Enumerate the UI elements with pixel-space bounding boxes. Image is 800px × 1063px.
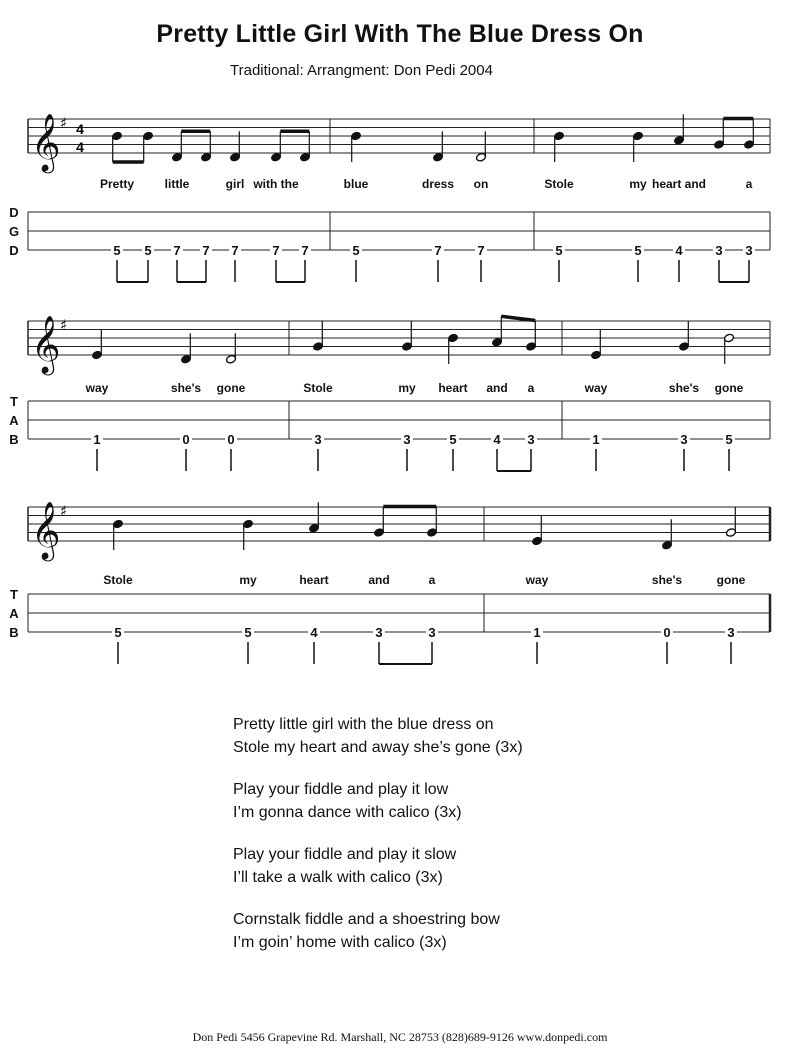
tab-fret-number: 5 [144,243,152,258]
verse-line: Stole my heart and away she’s gone (3x) [233,739,523,756]
treble-clef-icon: 𝄞 [31,315,61,373]
tab-fret-number: 4 [675,243,683,258]
lyric-syllable: Pretty [99,177,135,191]
tab-fret-number: 4 [493,432,501,447]
verse-line: Play your fiddle and play it low [233,781,449,798]
tab-fret-number: 3 [715,243,723,258]
tab-fret-number: 3 [428,625,436,640]
tab-fret-number: 3 [527,432,535,447]
lyric-syllable: little [164,177,190,191]
tab-fret-number: 5 [352,243,360,258]
tab-string-label: B [9,432,19,447]
note-beam [501,316,535,320]
lyric-syllable: gone [216,381,246,395]
verse [233,843,523,889]
lyric-syllable: on [473,177,489,191]
treble-clef-icon: 𝄞 [31,501,61,559]
lyric-syllable: with the [253,177,299,191]
lyric-syllable: a [745,177,753,191]
tab-string-label: A [9,606,19,621]
verse [233,908,523,954]
treble-clef-icon: 𝄞 [31,113,61,171]
tab-fret-number: 7 [477,243,485,258]
tab-fret-number: 4 [310,625,318,640]
tab-string-label: D [9,205,19,220]
lyric-syllable: way [584,381,608,395]
tab-string-label: A [9,413,19,428]
verse [233,713,523,759]
lyric-syllable: way [525,573,549,587]
tab-fret-number: 3 [375,625,383,640]
key-signature-sharp-icon: ♯ [60,502,68,520]
verse-line: I’ll take a walk with calico (3x) [233,869,443,886]
song-title: Pretty Little Girl With The Blue Dress On [156,20,644,48]
tab-fret-number: 1 [533,625,541,640]
lyric-syllable: gone [714,381,744,395]
lyric-syllable: gone [716,573,746,587]
lyric-syllable: dress [421,177,455,191]
lyric-syllable: Stole [544,177,574,191]
lyric-syllable: girl [225,177,245,191]
tab-fret-number: 7 [231,243,239,258]
tab-string-label: D [9,243,19,258]
time-signature-top: 4 [76,121,84,137]
tab-fret-number: 5 [113,243,121,258]
tab-fret-number: 3 [745,243,753,258]
tab-fret-number: 5 [555,243,563,258]
tab-fret-number: 3 [680,432,688,447]
tab-fret-number: 1 [93,432,101,447]
time-signature-bottom: 4 [76,139,84,155]
footer-contact: Don Pedi 5456 Grapevine Rd. Marshall, NC 28753 (828)689-9126 www.donpedi.com [192,1030,608,1044]
lyric-syllable: Stole [103,573,133,587]
tab-string-label: T [10,587,18,602]
tab-string-label: B [9,625,19,640]
tab-fret-number: 5 [634,243,642,258]
lyric-syllable: blue [343,177,369,191]
verse-line: I’m goin’ home with calico (3x) [233,934,447,951]
lyric-syllable: my [398,381,416,395]
lyric-syllable: a [527,381,535,395]
lyrics-verses [233,713,523,973]
lyric-syllable: and [368,573,390,587]
tab-fret-number: 0 [227,432,235,447]
tab-fret-number: 7 [202,243,210,258]
tab-fret-number: 7 [272,243,280,258]
verse-line: I’m gonna dance with calico (3x) [233,804,462,821]
tab-fret-number: 0 [182,432,190,447]
tab-fret-number: 0 [663,625,671,640]
tab-string-label: G [8,224,20,239]
tab-fret-number: 3 [314,432,322,447]
verse-line: Play your fiddle and play it slow [233,846,457,863]
tab-fret-number: 5 [449,432,457,447]
song-credits: Traditional: Arrangment: Don Pedi 2004 [230,62,493,79]
tab-fret-number: 5 [114,625,122,640]
lyric-syllable: she's [651,573,683,587]
lyric-syllable: Stole [303,381,333,395]
key-signature-sharp-icon: ♯ [60,316,68,334]
lyric-syllable: and [486,381,508,395]
tab-fret-number: 3 [403,432,411,447]
tab-fret-number: 7 [301,243,309,258]
key-signature-sharp-icon: ♯ [60,114,68,132]
tab-fret-number: 5 [244,625,252,640]
lyric-syllable: she's [668,381,700,395]
tab-fret-number: 1 [592,432,600,447]
lyric-syllable: my [629,177,647,191]
lyric-syllable: heart and [651,177,707,191]
lyric-syllable: she's [170,381,202,395]
tab-fret-number: 7 [434,243,442,258]
lyric-syllable: a [428,573,436,587]
tab-fret-number: 7 [173,243,181,258]
tab-fret-number: 5 [725,432,733,447]
lyric-syllable: heart [299,573,329,587]
verse [233,778,523,824]
tab-string-label: T [10,394,18,409]
lyric-syllable: way [85,381,109,395]
lyric-syllable: heart [438,381,468,395]
verse-line: Cornstalk fiddle and a shoestring bow [233,911,500,928]
tab-fret-number: 3 [727,625,735,640]
lyric-syllable: my [239,573,257,587]
verse-line: Pretty little girl with the blue dress on [233,716,494,733]
